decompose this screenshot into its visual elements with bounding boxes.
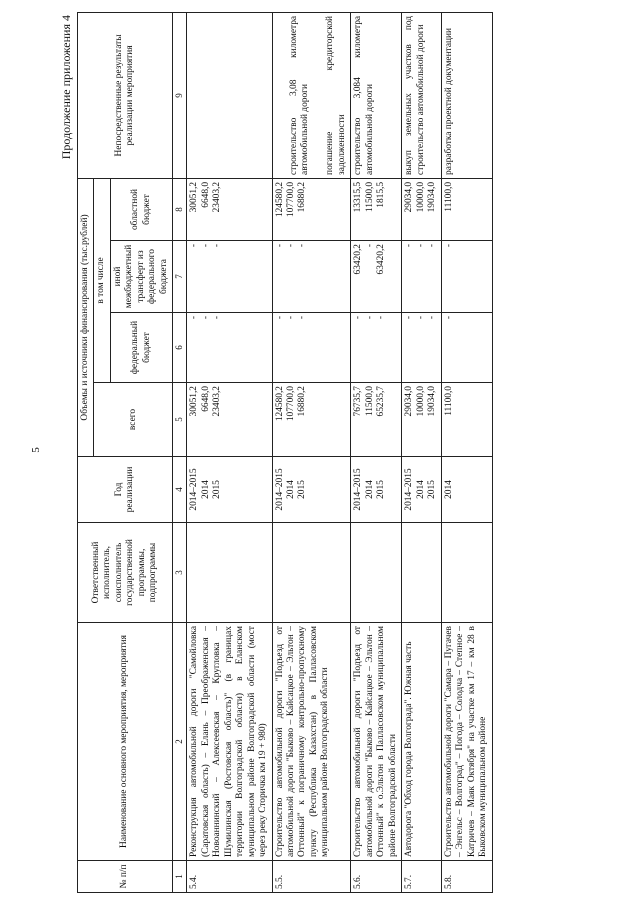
federal-cell-line: - [415,316,426,320]
result-cell [272,12,351,178]
regional-cell-line: 124580,2 [274,181,285,218]
total-cell-line: 23403,2 [212,386,223,417]
executor-cell [441,523,492,623]
result-cell-line: погашение кредиторской задолженности [325,15,347,175]
executor-cell [351,523,402,623]
year-cell-line: 2015 [427,480,438,499]
header-num: № п/п [78,861,173,893]
regional-cell [402,178,441,240]
measure-name: Автодорога "Обход города Волгограда". Южная часть [402,623,441,861]
year-cell [187,457,272,523]
result-cell [402,12,441,178]
year-cell-line: 2014–2015 [274,468,285,511]
result-cell [351,12,402,178]
page-number: 5 [30,447,42,453]
header-transfer: иной межбюджетный трансферт из федерального бюджета [110,241,172,313]
total-cell-line: 11500,0 [364,386,375,417]
transfer-cell-line: - [364,244,375,248]
total-cell-line: 16880,2 [297,386,308,417]
federal-cell-line: - [212,316,223,320]
transfer-cell-line: - [404,244,415,248]
table-row [351,12,402,892]
regional-cell-line: 107700,0 [286,181,296,218]
transfer-cell [351,241,402,313]
total-cell [272,383,351,457]
header-year: Год реализации [78,457,173,523]
transfer-cell-line: - [427,244,438,248]
regional-cell-line: 11100,0 [443,181,454,212]
total-cell [441,383,492,457]
regional-cell-line: 11500,0 [364,181,375,213]
table-row [402,12,441,892]
transfer-cell [272,241,351,313]
executor-cell [187,523,272,623]
row-index: 5.5. [272,861,351,893]
column-number: 2 [173,623,187,861]
column-number: 5 [173,383,187,457]
measure-name: Строительство автомобильной дороги "Самара – Пугачев – Энгельс – Волгоград" – Погода – Солодча – Степное – Катричев – Маяк Октября" на участке км 17 – км 28 в Быковском муниципальном районе [441,623,492,861]
year-cell-line: 2015 [376,480,387,499]
regional-cell-line: 30051,2 [189,181,200,213]
transfer-cell-line: 63420,2 [376,244,387,275]
result-cell-line: строительство 3,08 километра автомобильной дороги [288,15,310,175]
year-cell-line: 2015 [212,480,223,499]
regional-cell-line: 13315,5 [353,181,364,213]
table-row [441,12,492,892]
year-cell [402,457,441,523]
federal-cell-line: - [364,316,375,320]
total-cell-line: 107700,0 [286,386,296,422]
header-name: Наименование основного мероприятия, мероприятия [78,623,173,861]
regional-cell-line: 19034,0 [427,181,438,213]
regional-cell [187,178,272,240]
federal-cell-line: - [274,316,285,320]
regional-cell [351,178,402,240]
total-cell-line: 19034,0 [427,386,438,417]
federal-cell-line: - [404,316,415,320]
total-cell-line: 11100,0 [443,386,454,416]
result-cell-line: разработка проектной документации [443,27,454,175]
total-cell-line: 124580,2 [274,386,285,422]
federal-cell-line: - [376,316,387,320]
year-cell [272,457,351,523]
federal-cell-line: - [427,316,438,320]
transfer-cell [402,241,441,313]
result-cell-line: строительство 3,084 километра автомобильной дороги [353,15,375,175]
federal-cell-line: - [286,316,296,320]
transfer-cell-line: - [274,244,285,248]
funding-table [77,12,493,893]
executor-cell [272,523,351,623]
year-cell-line: 2014 [200,480,211,499]
year-cell-line: 2015 [297,480,308,499]
header-executor: Ответственный исполнитель, соисполнитель государственной программы, подпрограммы [78,523,173,623]
federal-cell [187,313,272,383]
transfer-cell [187,241,272,313]
year-cell-line: 2014 [443,480,454,499]
transfer-cell-line: - [200,244,211,248]
table-body [187,12,492,892]
federal-cell [272,313,351,383]
federal-cell-line: - [353,316,364,320]
row-index: 5.7. [402,861,441,893]
year-cell [351,457,402,523]
transfer-cell-line: - [189,244,200,248]
result-cell-line: выкуп земельных участков под строительство автомобильной дороги [404,15,426,175]
measure-name: Строительство автомобильной дороги "Подъезд от автомобильной дороги "Быково – Кайсацкое – Эльтон – Оттонный" к пограничному контрольно-пропускному пункту (Республика Казахстан) в Палласовском муниципальном районе Волгоградской области [272,623,351,861]
total-cell [187,383,272,457]
federal-cell-line: - [189,316,200,320]
column-number: 4 [173,457,187,523]
executor-cell [402,523,441,623]
rotated-page [59,13,639,893]
transfer-cell-line: 63420,2 [353,244,364,275]
transfer-cell-line: - [297,244,308,248]
total-cell [402,383,441,457]
column-number: 9 [173,12,187,178]
regional-cell-line: 23403,2 [212,181,223,213]
federal-cell [402,313,441,383]
result-cell [441,12,492,178]
header-in-that-number: в том числе [94,178,110,382]
transfer-cell-line: - [415,244,426,248]
regional-cell-line: 6648,0 [200,181,211,208]
regional-cell-line: 29034,0 [404,181,415,213]
measure-name: Реконструкция автомобильной дороги "Самойловка (Саратовская область) – Елань – Преображенская – Новоаннинский – Алексеевская – Кругловка – Шумилинская (Ростовская область)" (в границах территории Волгоградской области) в Еланском муниципальном районе Волгоградской области (мост через реку Сторичка км 19 + 980) [187,623,272,861]
year-cell-line: 2014 [364,480,375,499]
row-index: 5.8. [441,861,492,893]
transfer-cell [441,241,492,313]
total-cell [351,383,402,457]
column-number: 6 [173,313,187,383]
year-cell-line: 2014–2015 [189,468,200,511]
regional-cell-line: 1815,5 [376,181,387,208]
column-number: 3 [173,523,187,623]
total-cell-line: 76735,7 [353,386,364,417]
regional-cell [272,178,351,240]
regional-cell [441,178,492,240]
year-cell [441,457,492,523]
total-cell-line: 29034,0 [404,386,415,417]
column-number: 7 [173,241,187,313]
measure-name: Строительство автомобильной дороги "Подъезд от автомобильной дороги "Быково – Кайсацкое – Эльтон – Оттонный" к о.Эльтон в Палласовском муниципальном районе Волгоградской области [351,623,402,861]
total-cell-line: 6648,0 [200,386,211,412]
continuation-title: Продолжение приложения 4 [59,15,73,160]
total-cell-line: 30051,2 [189,386,200,417]
table-row [187,12,272,892]
total-cell-line: 65235,7 [376,386,387,417]
header-total: всего [94,383,173,457]
result-cell [187,12,272,178]
year-cell-line: 2014 [415,480,426,499]
header-federal: федеральный бюджет [110,313,172,383]
year-cell-line: 2014–2015 [404,468,415,511]
total-cell-line: 10000,0 [415,386,426,417]
header-regional: областной бюджет [110,178,172,240]
federal-cell [441,313,492,383]
column-number-row [173,12,187,892]
row-index: 5.6. [351,861,402,893]
year-cell-line: 2014 [286,480,296,499]
year-cell-line: 2014–2015 [353,468,364,511]
column-number: 1 [173,861,187,893]
federal-cell-line: - [200,316,211,320]
regional-cell-line: 10000,0 [415,181,426,213]
row-index: 5.4. [187,861,272,893]
transfer-cell-line: - [286,244,296,248]
column-number: 8 [173,178,187,240]
federal-cell-line: - [297,316,308,320]
table-row [272,12,351,892]
federal-cell [351,313,402,383]
federal-cell-line: - [443,316,454,320]
transfer-cell-line: - [212,244,223,248]
regional-cell-line: 16880,2 [297,181,308,213]
transfer-cell-line: - [443,244,454,248]
header-funding: Объемы и источники финансирования (тыс.рублей) [78,178,94,456]
header-results: Непосредственные результаты реализации мероприятия [78,12,173,178]
